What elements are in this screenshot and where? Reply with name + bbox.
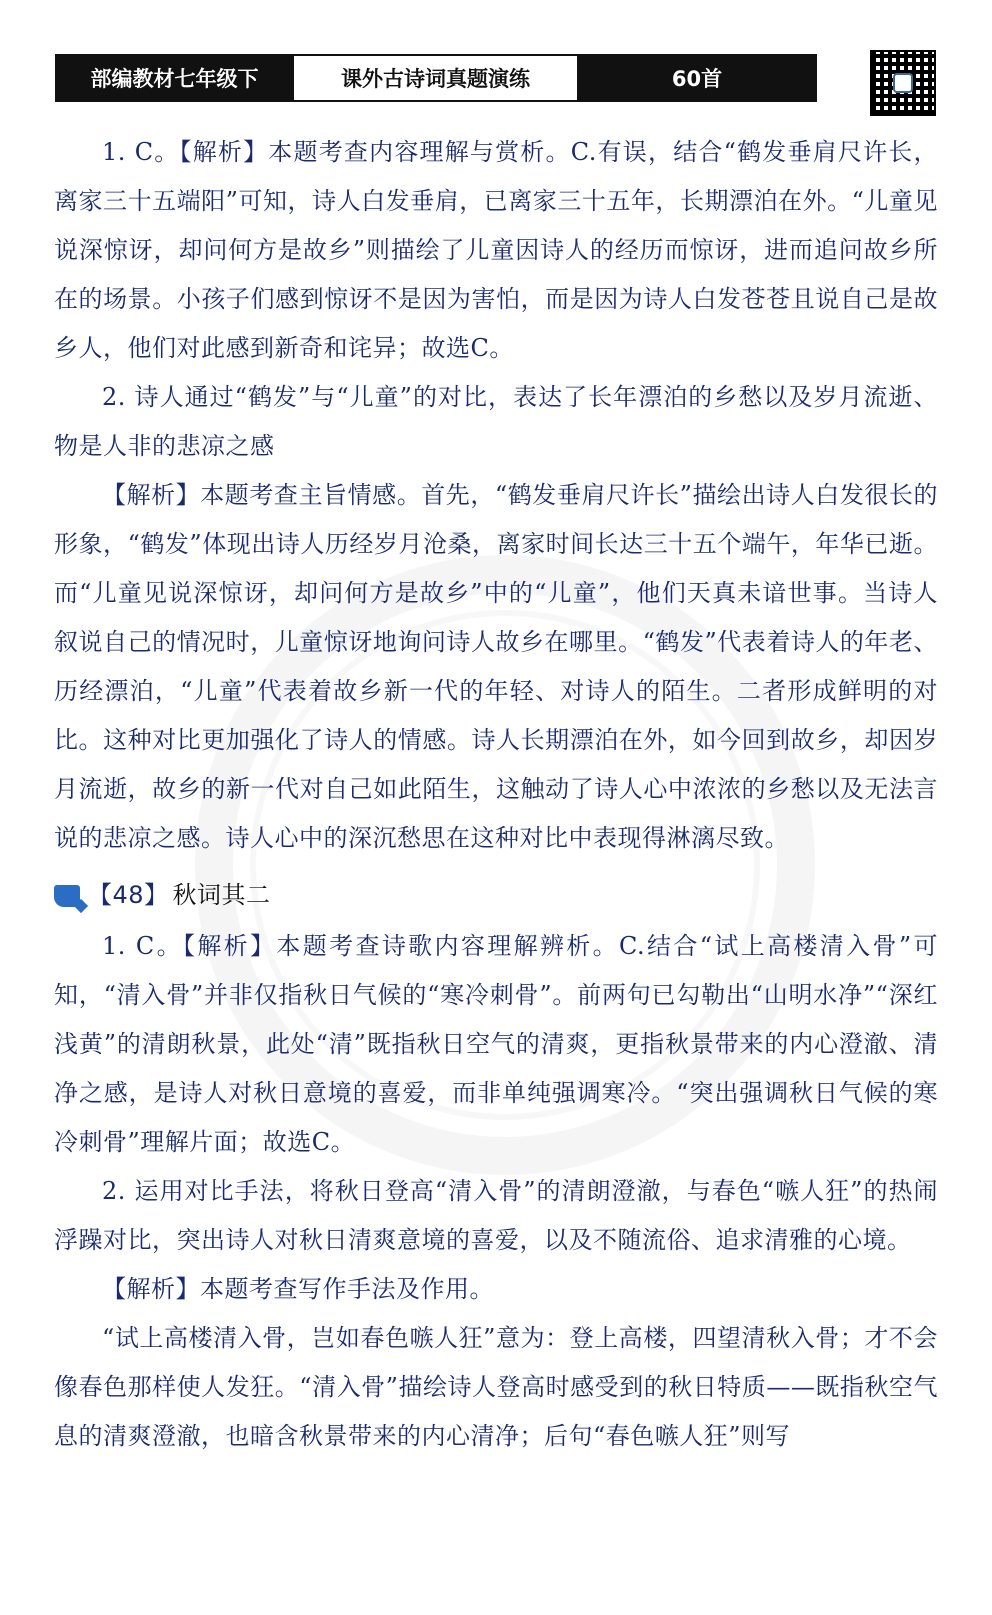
header-grade-label: 部编教材七年级下 <box>57 56 292 100</box>
qr-code-logo-icon <box>893 73 913 93</box>
answer-paragraph: 2. 诗人通过“鹤发”与“儿童”的对比，表达了长年漂泊的乡愁以及岁月流逝、物是人非的悲凉之感 <box>54 383 938 460</box>
header-count: 60首 <box>579 56 815 100</box>
analysis-paragraph: “试上高楼清入骨，岂如春色嗾人狂”意为：登上高楼，四望清秋入骨；才不会像春色那样使人发狂。“清入骨”描绘诗人登高时感受到的秋日特质——既指秋空气息的清爽澄澈，也暗含秋景带来的内心清净；后句“春色嗾人狂”则写 <box>54 1324 938 1450</box>
analysis-paragraph: 【解析】本题考查主旨情感。首先，“鹤发垂肩尺许长”描绘出诗人白发很长的形象，“鹤发”体现出诗人历经岁月沧桑，离家时间长达三十五个端午，年华已逝。而“儿童见说深惊讶，却问何方是故乡”中的“儿童”，他们天真未谙世事。当诗人叙说自己的情况时，儿童惊讶地询问诗人故乡在哪里。“鹤发”代表着诗人的年老、历经漂泊，“儿童”代表着故乡新一代的年轻、对诗人的陌生。二者形成鲜明的对比。这种对比更加强化了诗人的情感。诗人长期漂泊在外，如今回到故乡，却因岁月流逝，故乡的新一代对自己如此陌生，这触动了诗人心中浓浓的乡愁以及无法言说的悲凉之感。诗人心中的深沉愁思在这种对比中表现得淋漓尽致。 <box>54 481 938 852</box>
section-number: 【48】 <box>88 881 169 909</box>
analysis-paragraph: 【解析】本题考查写作手法及作用。 <box>102 1275 494 1303</box>
header-title: 课外古诗词真题演练 <box>292 56 579 100</box>
answer-paragraph: 1. C。【解析】本题考查内容理解与赏析。C.有误，结合“鹤发垂肩尺许长，离家三十五端阳”可知，诗人白发垂肩，已离家三十五年，长期漂泊在外。“儿童见说深惊讶，却问何方是故乡”则描绘了儿童因诗人的经历而惊讶，进而追问故乡所在的场景。小孩子们感到惊讶不是因为害怕，而是因为诗人白发苍苍且说自己是故乡人，他们对此感到新奇和诧异；故选C。 <box>54 138 938 362</box>
section-title-text: 秋词其二 <box>172 881 271 909</box>
answer-paragraph: 1. C。【解析】本题考查诗歌内容理解辨析。C.结合“试上高楼清入骨”可知，“清入骨”并非仅指秋日气候的“寒冷刺骨”。前两句已勾勒出“山明水净”“深红浅黄”的清朗秋景，此处“清”既指秋日空气的清爽，更指秋景带来的内心澄澈、清净之感，是诗人对秋日意境的喜爱，而非单纯强调寒冷。“突出强调秋日气候的寒冷刺骨”理解片面；故选C。 <box>54 932 938 1156</box>
answer-paragraph: 2. 运用对比手法，将秋日登高“清入骨”的清朗澄澈，与春色“嗾人狂”的热闹浮躁对比，突出诗人对秋日清爽意境的喜爱，以及不随流俗、追求清雅的心境。 <box>54 1177 938 1254</box>
page-content <box>54 128 938 1461</box>
bookmark-icon <box>54 885 80 907</box>
header-bar <box>55 54 817 102</box>
section-heading <box>54 871 938 920</box>
